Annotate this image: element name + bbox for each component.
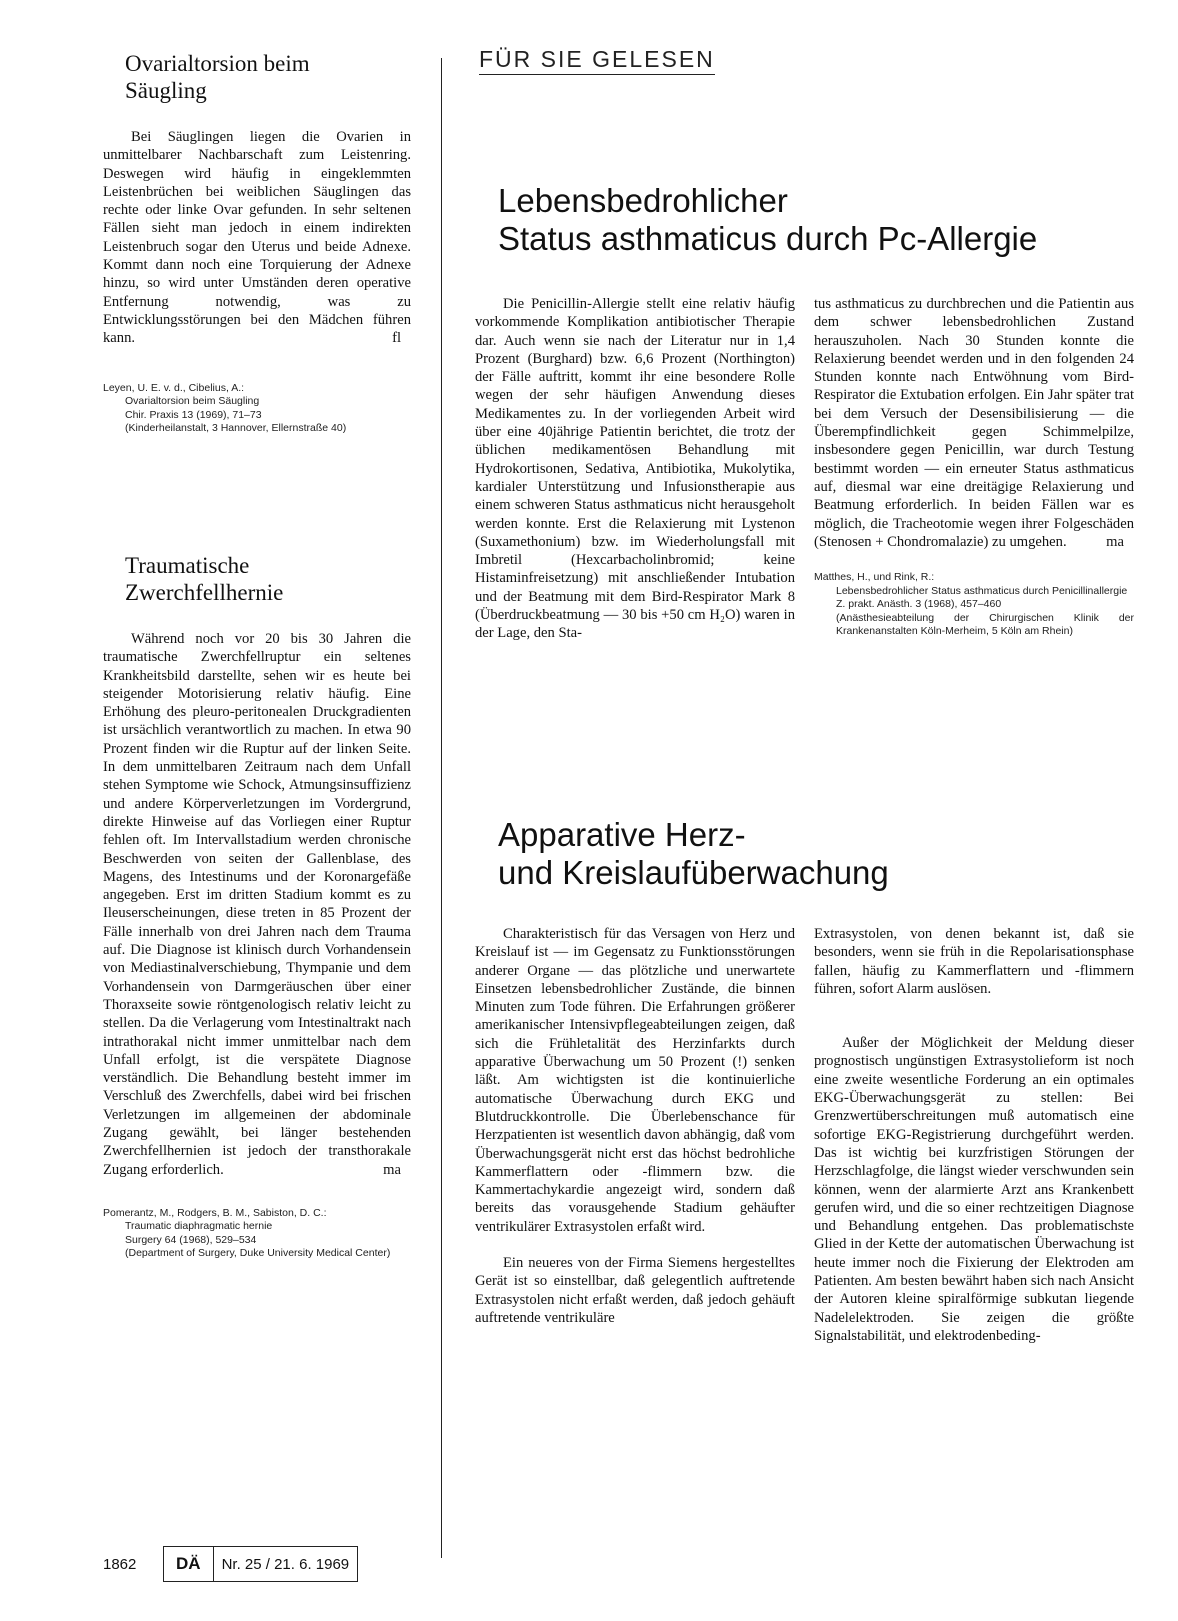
ref-title: Traumatic diaphragmatic hernie [125,1220,273,1233]
article-body [103,630,411,1179]
ref-journal: Surgery 64 (1968), 529–534 [125,1233,257,1246]
page-number: 1862 [103,1555,137,1573]
ref-title: Lebensbedrohlicher Status asthmaticus durch Penicillinallergie [836,584,1128,597]
author-initials: fl [392,330,401,347]
body-paragraph: Ein neueres von der Firma Siemens hergestelltes Gerät ist so einstellbar, daß gelegentlich auftretende Extrasystolen nicht erfaßt werden, daß jedoch gehäuft auftretende ventrikuläre [475,1255,795,1326]
title-line-2: und Kreislaufüberwachung [498,854,889,891]
ref-authors: Leyen, U. E. v. d., Cibelius, A.: [103,381,245,394]
herz-column-2 [814,925,1134,1345]
article-zwerchfellhernie [103,552,411,1261]
author-initials: ma [383,1161,401,1178]
section-kicker: FÜR SIE GELESEN [479,46,715,75]
herz-column-1 [475,925,795,1327]
issue-info: Nr. 25 / 21. 6. 1969 [221,1555,350,1573]
article-title-herz [498,816,1138,892]
ref-authors: Matthes, H., und Rink, R.: [814,571,935,584]
title-line-1: Ovarialtorsion beim [125,51,310,76]
ref-affiliation: (Anästhesieabteilung der Chirurgischen Klinik der Krankenanstalten Köln-Merheim, 5 Köln am Rhein) [836,611,1134,638]
ref-journal: Chir. Praxis 13 (1969), 71–73 [125,408,262,421]
journal-logo: DÄ [164,1547,214,1581]
body-paragraph: Extrasystolen, von denen bekannt ist, daß sie besonders, wenn sie früh in die Repolarisationsphase fallen, häufig zu Kammerflattern und -flimmern führen, sofort Alarm auslösen. [814,926,1134,997]
reference [103,382,411,436]
title-line-1: Lebensbedrohlicher [498,182,788,219]
title-line-1: Traumatische [125,553,250,578]
ref-affiliation: (Kinderheilanstalt, 3 Hannover, Ellernstraße 40) [125,422,347,435]
article-title [125,552,411,606]
title-line-2: Säugling [125,78,207,103]
body-paragraph: Charakteristisch für das Versagen von Herz und Kreislauf ist — im Gegensatz zu Funktionsstörungen anderer Organe — das plötzliche und unerwartete Einsetzen lebensbedrohlicher Zustände, die binnen Minuten zum Tode führen. Die Erfahrungen größerer amerikanischer Intensivpflegeabteilungen zeigen, daß sich die Frühletalität des Herzinfarkts durch apparative Überwachung um 50 Prozent (!) senken läßt. Am wichtigsten ist die kontinuierliche automatische Überwachung durch EKG und Blutdruckkontrolle. Die Überlebenschance für Herzpatienten ist wesentlich davon abhängig, daß vom Überwachungsgerät nicht erst das höchst bedrohliche Kammerflattern oder -flimmern bzw. die Kammertachykardie angezeigt wird, sondern daß bereits das vorausgehende Stadium gehäufter ventrikulärer Extrasystolen erfaßt wird. [475,926,795,1235]
ref-affiliation: (Department of Surgery, Duke University Medical Center) [125,1247,391,1260]
asthma-column-1 [475,295,795,643]
title-line-2: Status asthmaticus durch Pc-Allergie [498,220,1038,257]
title-line-2: Zwerchfellhernie [125,580,284,605]
reference [103,1207,411,1261]
body-paragraph: Außer der Möglichkeit der Meldung dieser prognostisch ungünstigen Extrasystolieform ist noch eine zweite wesentliche Forderung an ein optimales EKG-Überwachungsgerät zu stellen: Bei Grenzwertüberschreitungen muß automatisch eine sofortige EKG-Registrierung durchgeführt werden. Das ist wichtig bei kurzfristigen Störungen der Herzschlagfolge, die längst wieder verschwunden sein können, wenn der alarmierte Arzt ans Krankenbett gerufen wird, und die so einer rechtzeitigen Diagnose und Behandlung entgehen. Das problematischste Glied in der Kette der automatischen Überwachung ist heute immer noch die Fixierung der Elektroden am Patienten. Am besten bewährt haben sich nach Ansicht der Autoren kleine spiralförmige subkutan liegende Nadelelektroden. Sie zeigen die größte Signalstabilität, und elektrodenbeding- [814,1035,1134,1344]
article-body [103,128,411,348]
ref-journal: Z. prakt. Anästh. 3 (1968), 457–460 [836,598,1002,611]
title-line-1: Apparative Herz- [498,816,746,853]
ref-title: Ovarialtorsion beim Säugling [125,395,260,408]
article-ovarialtorsion [103,50,411,436]
author-initials: ma [1106,533,1124,550]
article-title [125,50,411,104]
journal-box [163,1546,358,1582]
asthma-column-2 [814,295,1134,639]
reference [814,571,1134,639]
body-paragraph: tus asthmaticus zu durchbrechen und die Patientin aus dem schwer lebensbedrohlichen Zustand herauszuholen. Nach 30 Stunden konnte die Relaxierung beendet werden und in den folgenden 24 Stunden konnte nach Entwöhnung vom Bird-Respirator die Extubation erfolgen. Ein Jahr später trat bei dem Versuch der Desensibilisierung — die Überempfindlichkeit gegen Schimmelpilze, insbesondere gegen Penicillin, war durch Testung bestimmt worden — ein erneuter Status asthmaticus auf, diesmal war eine dreitägige Relaxierung und Beatmung erforderlich. In beiden Fällen war es möglich, die Tracheotomie wegen ihrer Folgeschäden (Stenosen + Chondromalazie) zu umgehen. [814,296,1134,550]
column-divider [441,58,442,1558]
body-paragraph: Bei Säuglingen liegen die Ovarien in unmittelbarer Nachbarschaft zum Leistenring. Deswegen wird häufig in eingeklemmten Leistenbrüchen bei weiblichen Säuglingen das rechte oder linke Ovar gefunden. In sehr seltenen Fällen sieht man jedoch in einem indirekten Leistenbruch sogar den Uterus und beide Adnexe. Kommt dann noch eine Torquierung der Adnexe hinzu, so wird unter Umständen deren operative Entfernung notwendig, was zu Entwicklungsstörungen bei den Mädchen führen kann. [103,129,411,347]
body-paragraph: Während noch vor 20 bis 30 Jahren die traumatische Zwerchfellruptur ein seltenes Krankheitsbild darstellte, sehen wir es heute bei steigender Motorisierung relativ häufig. Eine Erhöhung des pleuro-peritonealen Druckgradienten ist ursächlich verantwortlich zu machen. In etwa 90 Prozent finden wir die Ruptur auf der linken Seite. In dem unmittelbaren Zeitraum nach dem Unfall stehen Symptome wie Schock, Atmungsinsuffizienz und andere Körperverletzungen im Vordergrund, direkte Hinweise auf das Vorliegen einer Ruptur fehlen oft. Im Intervallstadium werden chronische Beschwerden von seiten der Gallenblase, des Magens, des Intestinums und der Koronargefäße angegeben. Erst im dritten Stadium kommt es zu Ileuserscheinungen, diese treten in 85 Prozent der Fälle innerhalb von drei Jahren nach dem Trauma auf. Die Diagnose ist klinisch durch Vorhandensein von Mediastinalverschiebung, Thympanie und dem Vorhandensein von Darmgeräuschen über einer Thoraxseite sowie röntgenologisch relativ leicht zu stellen. Da die Verlagerung vom Intestinaltrakt nach intrathorakal nicht immer unmittelbar nach dem Unfall erfolgt, ist die verspätete Diagnose verständlich. Die Behandlung besteht immer im Verschluß des Zwerchfells, dabei wird bei frischen Verletzungen im allgemeinen der abdominale Zugang gewählt, bei länger bestehenden Zwerchfellhernien ist jedoch der transthorakale Zugang erforderlich. [103,631,411,1178]
body-paragraph: Die Penicillin-Allergie stellt eine relativ häufig vorkommende Komplikation antibiotischer Therapie dar. Auch wenn sie nach der Literatur nur in 1,4 Prozent (Burghard) bzw. 6,6 Prozent (Northington) der Fälle auftritt, kommt ihr eine besondere Rolle wegen der sehr häufigen Anwendung dieses Medikamentes zu. In der vorliegenden Arbeit wird über eine 40jährige Patientin berichtet, die trotz der üblichen medikamentösen Behandlung mit Hydrokortisonen, Sedativa, Antibiotika, Mukolytika, kardialer Unterstützung und Infusionstherapie aus einem schweren Status asthmaticus nicht herausgeholt werden konnte. Erst die Relaxierung mit Lystenon (Suxamethonium) bzw. im Wiederholungsfall mit Imbretil (Hexcarbacholinbromid; keine Histaminfreisetzung) mit anschließender Intubation und der Beatmung mit dem Bird-Respirator Mark 8 (Überdruckbeatmung — 30 bis +50 cm H₂O) waren in der Lage, den Sta- [475,296,795,642]
footer [103,1546,358,1582]
article-title-asthma [498,182,1138,258]
ref-authors: Pomerantz, M., Rodgers, B. M., Sabiston, D. C.: [103,1206,327,1219]
